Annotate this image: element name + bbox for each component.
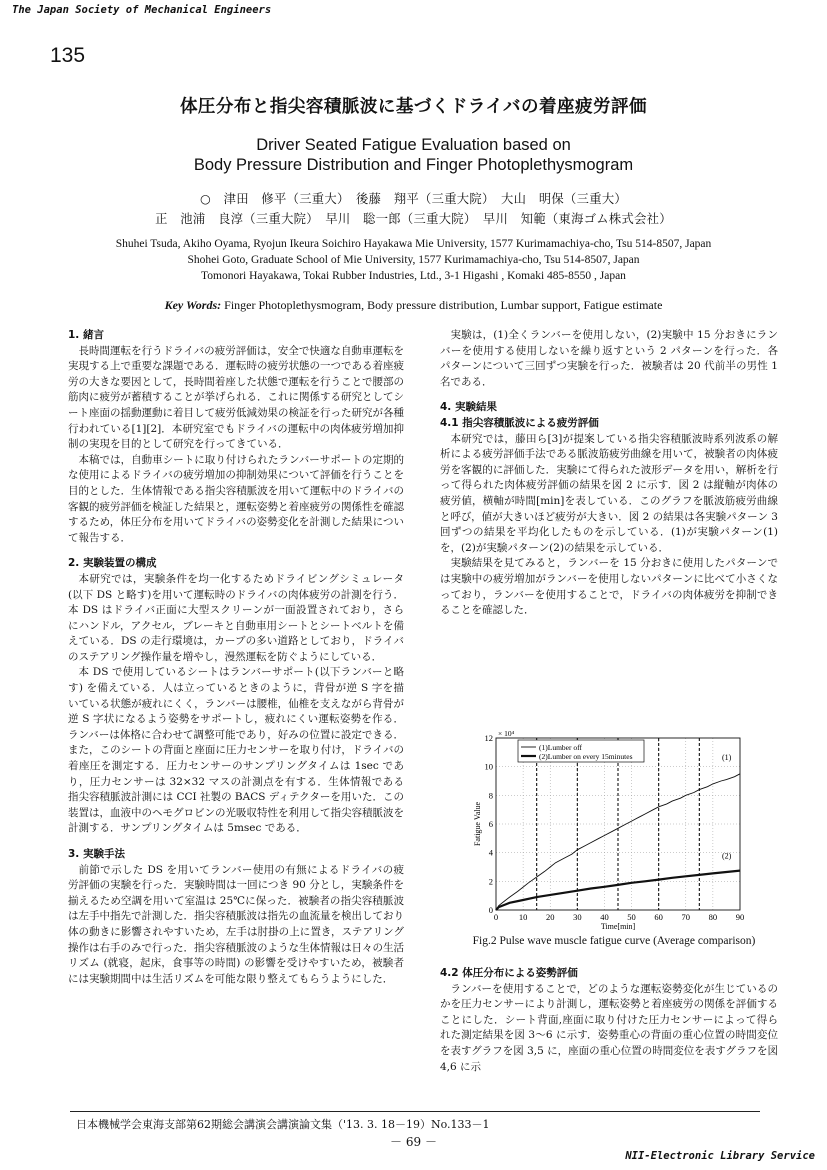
legend-entry-1: (1)Lumber off (539, 743, 582, 752)
right-column-top (440, 328, 778, 619)
english-title-line2: Body Pressure Distribution and Finger Photoplethysmogram (193, 156, 634, 174)
section-2-paragraph-2: 本 DS で使用しているシートはランバーサポート(以下ランバーと略す) を備えている．人は立っているときのように，背骨が逆 S 字を描いている状態が疲れにくく，ランバーは腰椎，仙椎を支えながら背骨が逆 S 字状になるよう姿勢をサポートし，疲れにくい運転姿勢を作る．ランバーは体格に合わせて調整可能であり，好みの位置に設定できる．また，このシートの背面と座面に圧力センサーを取り付け，ドライバの着座圧を測定する．圧力センサーのサンプリングタイムは 1sec であり，圧力センサーは 32×32 マスの計測点を有する．生体情報である指尖容積脈波計測には CCI 社製の BACS ディテクターを用いた．この装置は，血液中のヘモグロビンの光吸収特性を利用して指尖容積脈波を計測する．サンプリングタイムは 5msec である． (68, 666, 404, 835)
section-3-heading: 3. 実験手法 (68, 848, 125, 860)
x-tick-label: 10 (518, 912, 528, 922)
section-3-paragraph-2: 実験は，(1)全くランバーを使用しない，(2)実験中 15 分おきにランバーを使用する使用しないを繰り返すという 2 パターンを行った．各パターンについて三回ずつ実験を行った．被験者は 20 代前半の男性 1 名である． (440, 329, 778, 388)
society-header: The Japan Society of Mechanical Engineers (12, 4, 272, 16)
english-title-line1: Driver Seated Fatigue Evaluation based on (256, 136, 571, 154)
keywords-text: Finger Photoplethysmogram, Body pressure distribution, Lumbar support, Fatigue estimate (221, 298, 663, 312)
keywords-label: Key Words: (164, 298, 222, 312)
y-tick-label: 8 (488, 790, 493, 801)
y-tick-label: 10 (484, 761, 493, 772)
section-4-1-heading: 4.1 指尖容積脈波による疲労評価 (440, 416, 599, 429)
x-tick-label: 70 (681, 912, 691, 922)
y-tick-label: 4 (488, 847, 493, 858)
keywords (0, 298, 827, 313)
right-column-bottom (440, 966, 778, 1075)
section-4-2-heading: 4.2 体圧分布による姿勢評価 (440, 967, 578, 979)
legend-entry-2: (2)Lumber on every 15minutes (539, 752, 633, 761)
x-tick-label: 30 (573, 912, 582, 922)
section-1-heading: 1. 緒言 (68, 329, 104, 341)
series-end-label-1: (1) (722, 752, 732, 762)
x-tick-label: 0 (493, 912, 499, 922)
x-tick-label: 40 (600, 912, 609, 922)
x-axis-label: Time[min] (600, 922, 636, 931)
y-tick-label: 6 (488, 819, 493, 829)
affiliation-3: Tomonori Hayakawa, Tokai Rubber Industries, Ltd., 3-1 Higashi , Komaki 485-8550 , Japan (201, 270, 626, 282)
section-2-heading: 2. 実験装置の構成 (68, 557, 157, 570)
y-tick-label: 0 (488, 905, 493, 915)
section-4-heading: 4. 実験結果 (440, 401, 497, 414)
section-1-paragraph-2: 本稿では，自動車シートに取り付けられたランバーサポートの定期的な使用によるドライバの疲労増加の抑制効果について評価を行うことを目的とした．生体情報である指尖容積脈波を用いて運転中のドライバの客観的疲労評価を検証した結果と，運転姿勢と着座疲労の関係性を確認するため，体圧分布を用いてドライバの姿勢変化を計測した結果について報告する． (68, 453, 404, 544)
y-axis-label: Fatigue Value (473, 801, 482, 847)
section-4-1-paragraph-2: 実験結果を見てみると，ランバーを 15 分おきに使用したパターンでは実験中の疲労増加がランバーを使用しないパターンに比べて小さくなっており，ランバーを使用することで，ドライバの肉体疲労を抑制できることを確認した． (440, 557, 778, 617)
service-footer: NII-Electronic Library Service (625, 1150, 815, 1162)
y-tick-label: 2 (488, 876, 493, 887)
y-tick-label: 12 (484, 733, 493, 743)
affiliation-1: Shuhei Tsuda, Akiho Oyama, Ryojun Ikeura Soichiro Hayakawa Mie University, 1577 Kurimamachiya-cho, Tsu 514-8507, Japan (115, 238, 712, 250)
y-multiplier-label: × 10⁴ (498, 729, 515, 738)
series-end-label-2: (2) (722, 851, 732, 861)
x-tick-label: 90 (735, 912, 745, 922)
fatigue-curve-chart (470, 728, 770, 934)
paper-number: 135 (50, 44, 86, 67)
section-2-paragraph-1: 本研究では，実験条件を均一化するためドライビングシミュレータ(以下 DS と略す)を用いて運転時のドライバの肉体疲労の計測を行う．本 DS はドライバ正面に大型スクリーンが一面設置されており，さらにハンドル，アクセル，ブレーキと自動車用シートとシートベルトを備えている．DS の走行環境は，カーブの多い道路としており，ドライバのステアリング操作量を増やし，漫然運転を防ぐようにしている． (68, 572, 404, 663)
x-tick-label: 60 (654, 912, 663, 922)
footer-divider (70, 1111, 760, 1112)
proceedings-reference: 日本機械学会東海支部第62期総会講演会講演論文集（'13. 3. 18－19）No.133－1 (76, 1118, 490, 1131)
figure-2-caption: Fig.2 Pulse wave muscle fatigue curve (Average comparison) (472, 935, 756, 947)
japanese-title: 体圧分布と指尖容積脈波に基づくドライバの着座疲労評価 (179, 97, 648, 117)
authors-line2: 正 池浦 良淳（三重大院） 早川 聡一郎（三重大院） 早川 知範（東海ゴム株式会社） (155, 212, 672, 226)
affiliation-2: Shohei Goto, Graduate School of Mie University, 1577 Kurimamachiya-cho, Tsu 514-8507, Japan (187, 254, 640, 266)
left-column (68, 328, 404, 987)
section-1-paragraph-1: 長時間運転を行うドライバの疲労評価は，安全で快適な自動車運転を実現する上で重要な課題である．運転時の疲労状態の一つである着座疲労の大きな要因として，長時間着座した状態で運転を行うことで腰部の筋肉に疲労が蓄積することが挙げられる．これに関係する研究としてシート座面の揺動運動に着目して疲労低減効果の検証を行った研究が各種行われている[1][2]．本研究室でもドライバの運転中の肉体疲労増加抑制の実現を目的として研究を行ってきている． (68, 344, 404, 451)
x-tick-label: 50 (627, 912, 636, 922)
section-4-1-paragraph-1: 本研究では，藤田ら[3]が提案している指尖容積脈波時系列波系の解析による疲労評価手法である脈波筋疲労曲線を用いて，被験者の肉体疲労を客観的に評価した．実験にて得られた波形データを用い，解析を行って得られた肉体疲労評価の結果を図 2 に示す．図 2 は縦軸が肉体の疲労値，横軸が時間[min]を表している．このグラフを脈波筋疲労曲線と呼び，値が大きいほど疲労が大きい．図 2 の結果は各実験パターン 3 回ずつの結果を平均化したものを示している．(1)が実験パターン(1)を，(2)が実験パターン(2)の結果を示している． (440, 432, 778, 554)
section-4-2-paragraph-1: ランバーを使用することで，どのような運転姿勢変化が生じているのかを圧力センサーにより計測し，運転姿勢と着座疲労の関係を評価することにした．シート背面,座面に取り付けた圧力センサーによって得られた測定結果を図 3～6 に示す．姿勢重心の背面の重心位置の時間変位を表すグラフを図 3,5 に，座面の重心位置の時間変位を表すグラフを図 4,6 に示 (440, 982, 778, 1073)
section-3-paragraph-1: 前節で示した DS を用いてランバー使用の有無によるドライバの疲労評価の実験を行った．実験時間は一回につき 90 分とし，実験条件を揃えるため空調を用いて室温は 25℃に保った．被験者の指尖容積脈波は左手中指先で計測した．指尖容積脈波は指先の血流量を検出しており体の動きに影響されやすいため，左手は肘掛の上に置き，ステアリング操作は右手のみで行った．指尖容積脈波のような生体情報は日々の生活リズム (就寝，起床，食事等の時間) の影響を受けやすいため，被験者には実験期間中は生活リズムを可能な限り整えてもらうようにした． (68, 863, 404, 985)
x-tick-label: 20 (545, 912, 555, 922)
page-number: － 69 － (390, 1135, 437, 1149)
authors-line1: ○ 津田 修平（三重大） 後藤 翔平（三重大院） 大山 明保（三重大） (199, 192, 628, 206)
x-tick-label: 80 (708, 912, 718, 922)
